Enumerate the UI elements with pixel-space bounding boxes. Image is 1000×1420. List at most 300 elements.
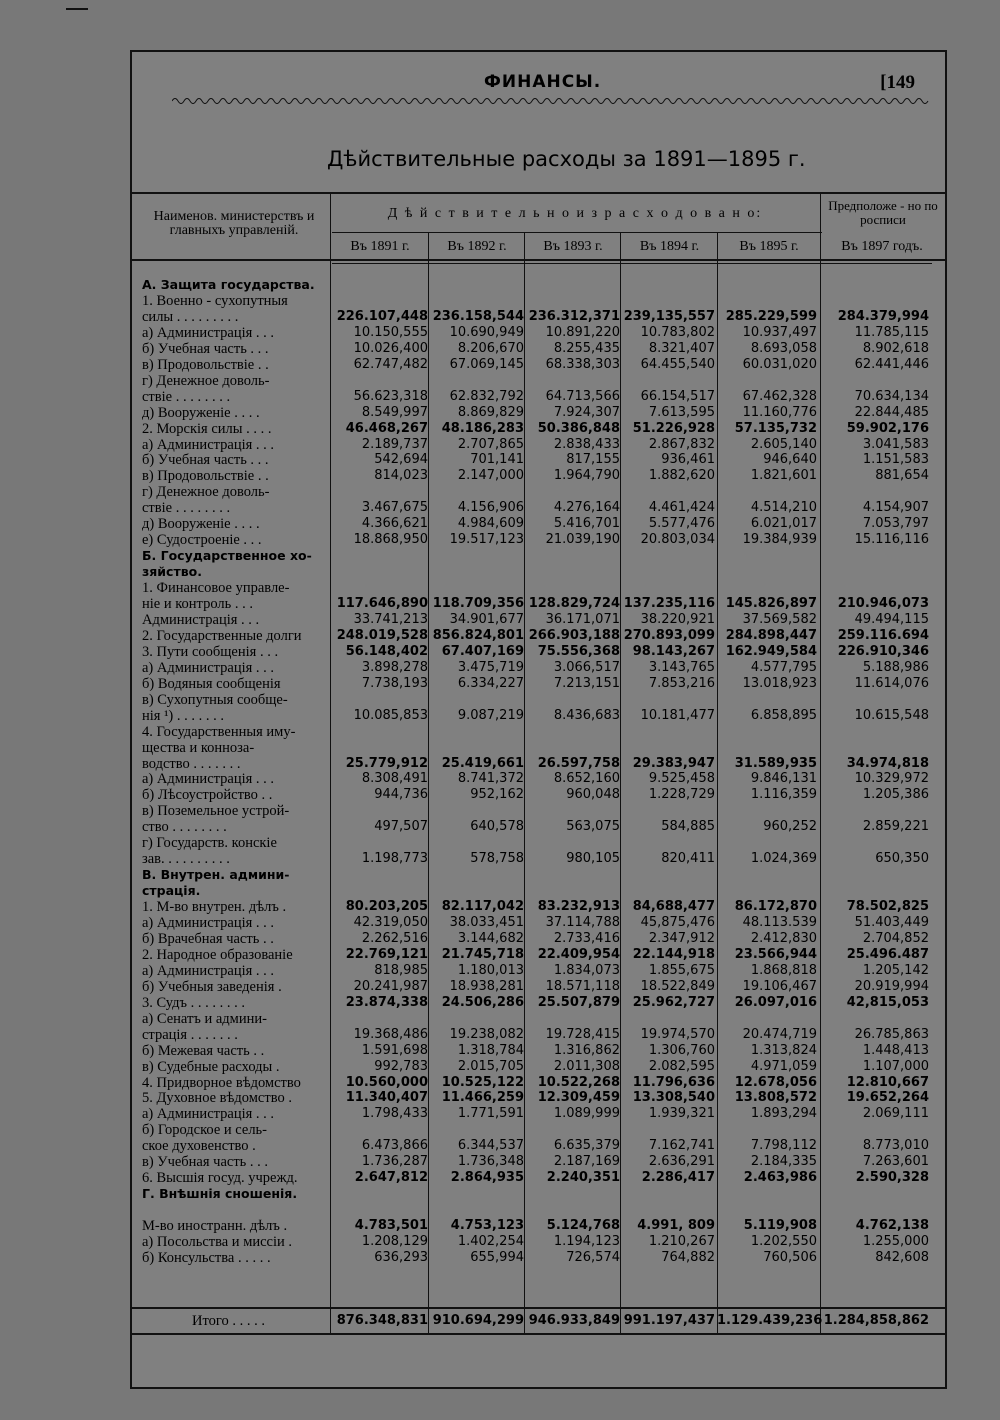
- value-cell: 8.436,683: [553, 707, 620, 723]
- value-cell: 2.605,140: [750, 436, 817, 452]
- value-cell: 1.024,369: [750, 851, 817, 867]
- value-cell: 8.549,997: [361, 404, 428, 420]
- value-cell: 1.771,591: [457, 1106, 524, 1122]
- value-cell: 497,507: [374, 819, 428, 835]
- total-cell: 876.348,831: [336, 1313, 428, 1328]
- value-cell: 8.255,435: [553, 340, 620, 356]
- value-cell: 236.312,371: [528, 308, 620, 324]
- value-cell: 2.707,865: [457, 436, 524, 452]
- value-cell: 128.829,724: [528, 596, 620, 611]
- value-cell: 19.517,123: [449, 532, 524, 548]
- row-label: 4. Государственныя иму-: [142, 723, 296, 740]
- value-cell: 19.652,264: [846, 1090, 929, 1106]
- row-label: ство . . . . . . . .: [142, 819, 227, 836]
- row-label: щества и коннoза-: [142, 739, 255, 756]
- row-label: 1. Финансовое управле-: [142, 580, 290, 597]
- value-cell: 25.419,661: [441, 755, 524, 771]
- value-cell: 4.276,164: [553, 500, 620, 516]
- value-cell: 62.441,446: [854, 356, 929, 372]
- value-cell: 26.785,863: [854, 1026, 929, 1042]
- row-label: б) Городское и сель-: [142, 1122, 267, 1139]
- value-cell: 67.407,169: [441, 643, 524, 659]
- table-row: [132, 484, 945, 500]
- value-cell: 1.180,013: [457, 962, 524, 978]
- value-cell: 5.416,701: [553, 516, 620, 532]
- value-cell: 10.085,853: [353, 707, 428, 723]
- value-cell: 10.560,000: [345, 1074, 428, 1090]
- value-cell: 22.769,121: [345, 946, 428, 962]
- value-cell: 1.210,267: [648, 1234, 715, 1249]
- row-label: 4. Придворное вѣдомство: [142, 1074, 301, 1091]
- value-cell: 239,135,557: [623, 308, 715, 324]
- value-cell: 51.226,928: [632, 420, 715, 436]
- value-cell: 11.614,076: [854, 675, 929, 691]
- value-cell: 8.321,407: [648, 340, 715, 356]
- value-cell: 726,574: [566, 1249, 620, 1265]
- value-cell: 8.652,160: [553, 771, 620, 787]
- value-cell: 2.864,935: [450, 1170, 524, 1186]
- total-cell: 946.933,849: [528, 1313, 620, 1328]
- value-cell: 8.902,618: [862, 340, 929, 356]
- value-cell: 3.143,765: [648, 659, 715, 675]
- value-cell: 650,350: [875, 851, 929, 867]
- value-cell: 7.263,601: [862, 1154, 929, 1170]
- value-cell: 210.946,073: [837, 596, 929, 611]
- row-label: 2. Народное образованіе: [142, 946, 293, 963]
- row-label: страція . . . . . . .: [142, 1026, 238, 1043]
- value-cell: 3.066,517: [553, 659, 620, 675]
- table-row: [132, 1011, 945, 1027]
- value-cell: 701,141: [470, 452, 524, 468]
- year-header-1892: Въ 1892 г.: [447, 239, 507, 254]
- value-cell: 75.556,368: [537, 643, 620, 659]
- value-cell: 5.188,986: [862, 659, 929, 675]
- value-cell: 6.635,379: [553, 1138, 620, 1154]
- total-row: [132, 1313, 945, 1329]
- value-cell: 2.347,912: [648, 930, 715, 946]
- value-cell: 11.785,115: [854, 324, 929, 340]
- value-cell: 6.858,895: [750, 707, 817, 723]
- value-cell: 818,985: [374, 962, 428, 978]
- row-label: б) Консульства . . . . .: [142, 1249, 271, 1266]
- value-cell: 881,654: [875, 468, 929, 484]
- value-cell: 1.205,142: [862, 962, 929, 978]
- value-cell: 236.158,544: [432, 308, 524, 324]
- value-cell: 960,252: [763, 819, 817, 835]
- table-row: [132, 819, 945, 835]
- value-cell: 7.924,307: [553, 404, 620, 420]
- row-label: ствіе . . . . . . . .: [142, 388, 231, 405]
- value-cell: 5.577,476: [648, 516, 715, 532]
- value-cell: 11.340,407: [345, 1090, 428, 1106]
- value-cell: 584,885: [661, 819, 715, 835]
- total-cell: 910.694,299: [432, 1313, 524, 1328]
- table-row: [132, 1106, 945, 1122]
- value-cell: 3.144,682: [457, 930, 524, 946]
- total-cell: 1.284,858,862: [823, 1313, 929, 1328]
- value-cell: 2.412,830: [750, 930, 817, 946]
- row-label: зяйство.: [142, 564, 202, 580]
- row-label: в) Учебная часть . . .: [142, 1154, 269, 1171]
- row-label: М-во иностранн. дѣлъ .: [142, 1218, 288, 1235]
- table-row: [132, 1202, 945, 1218]
- value-cell: 2.636,291: [648, 1154, 715, 1170]
- value-cell: 3.898,278: [361, 659, 428, 675]
- value-cell: 2.733,416: [553, 930, 620, 946]
- row-label: в) Продовольствіе . .: [142, 356, 269, 373]
- value-cell: 4.762,138: [855, 1218, 929, 1234]
- value-cell: 2.286,417: [641, 1170, 715, 1186]
- row-label: 2. Морскія силы . . . .: [142, 420, 272, 437]
- table-title: Дѣйствительные расходы за 1891—1895 г.: [327, 147, 806, 171]
- value-cell: 1.939,321: [648, 1106, 715, 1122]
- value-cell: 25.507,879: [537, 994, 620, 1010]
- value-cell: 15.116,116: [854, 532, 929, 548]
- row-label: 5. Духовное вѣдомство .: [142, 1090, 292, 1107]
- value-cell: 6.021,017: [750, 516, 817, 532]
- table-row: [132, 835, 945, 851]
- value-cell: 46.468,267: [345, 420, 428, 436]
- value-cell: 980,105: [566, 851, 620, 867]
- value-cell: 145.826,897: [725, 596, 817, 611]
- value-cell: 1.313,824: [750, 1042, 817, 1058]
- value-cell: 67.462,328: [742, 388, 817, 404]
- value-cell: 31.589,935: [734, 755, 817, 771]
- value-cell: 82.117,042: [441, 899, 524, 915]
- row-label: б) Учебная часть . . .: [142, 452, 269, 469]
- value-cell: 10.329,972: [854, 771, 929, 787]
- document-page: [130, 50, 947, 1389]
- value-cell: 284.379,994: [837, 308, 929, 324]
- row-label: а) Администрація . . .: [142, 436, 275, 453]
- table-row: [132, 1043, 945, 1059]
- table-row: [132, 421, 945, 437]
- value-cell: 3.467,675: [361, 500, 428, 516]
- row-label: А. Защита государства.: [142, 277, 315, 292]
- value-cell: 12.678,056: [734, 1074, 817, 1090]
- value-cell: 1.591,698: [361, 1042, 428, 1058]
- value-cell: 1.198,773: [361, 851, 428, 867]
- row-label: б) Межевая часть . .: [142, 1042, 265, 1059]
- value-cell: 13.308,540: [632, 1090, 715, 1106]
- value-cell: 578,758: [470, 851, 524, 867]
- table-row: [132, 1059, 945, 1075]
- total-label: Итого . . . . .: [192, 1313, 265, 1329]
- value-cell: 48.113.539: [742, 915, 817, 930]
- value-cell: 2.011,308: [553, 1058, 620, 1074]
- value-cell: 7.613,595: [648, 404, 715, 420]
- row-label: д) Вооруженіе . . . .: [142, 516, 260, 533]
- table-row: [132, 596, 945, 612]
- value-cell: 36.171,071: [545, 611, 620, 627]
- value-cell: 1.107,000: [862, 1058, 929, 1074]
- value-cell: 26.597,758: [537, 755, 620, 771]
- row-label: Администрація . . .: [142, 611, 260, 628]
- value-cell: 18.938,281: [449, 978, 524, 994]
- value-cell: 542,694: [374, 452, 428, 468]
- value-cell: 7.853,216: [648, 675, 715, 691]
- value-cell: 66.154,517: [640, 388, 715, 404]
- value-cell: 1.855,675: [648, 962, 715, 978]
- row-label: а) Администрація . . .: [142, 324, 275, 341]
- section-heading-row: [132, 883, 945, 899]
- value-cell: 20.919,994: [854, 978, 929, 994]
- table-row: [132, 373, 945, 389]
- value-cell: 11.160,776: [742, 404, 817, 420]
- row-label: 1. М-во внутрен. дѣлъ .: [142, 899, 287, 916]
- value-cell: 18.571,118: [545, 978, 620, 994]
- value-cell: 814,023: [374, 468, 428, 484]
- value-cell: 23.566,944: [734, 946, 817, 962]
- value-cell: 1.089,999: [553, 1106, 620, 1122]
- value-cell: 7.798,112: [750, 1138, 817, 1154]
- table-row: [132, 1090, 945, 1106]
- value-cell: 1.821,601: [750, 468, 817, 484]
- row-label: ствіе . . . . . . . .: [142, 500, 231, 517]
- value-cell: 2.859,221: [862, 819, 929, 835]
- value-cell: 4.514,210: [750, 500, 817, 516]
- row-label: нія ¹) . . . . . . .: [142, 707, 225, 724]
- value-cell: 13.018,923: [742, 675, 817, 691]
- value-cell: 1.208,129: [361, 1234, 428, 1249]
- value-cell: 270.893,099: [623, 627, 715, 643]
- value-cell: 19.106,467: [742, 978, 817, 994]
- value-cell: 4.783,501: [354, 1218, 428, 1234]
- section-heading-row: [132, 867, 945, 883]
- value-cell: 5.119,908: [743, 1218, 817, 1234]
- table-row: [132, 899, 945, 915]
- value-cell: 960,048: [566, 787, 620, 803]
- value-cell: 25.496.487: [846, 946, 929, 962]
- year-header-1894: Въ 1894 г.: [639, 239, 700, 254]
- value-cell: 1.228,729: [648, 787, 715, 803]
- row-label: г) Денежное доволь-: [142, 484, 270, 501]
- value-cell: 84,688,477: [632, 899, 715, 915]
- value-cell: 640,578: [470, 819, 524, 835]
- table-row: [132, 1122, 945, 1138]
- value-cell: 98.143,267: [632, 643, 715, 659]
- table-row: [132, 325, 945, 341]
- table-row: [132, 532, 945, 548]
- table-row: [132, 1154, 945, 1170]
- value-cell: 10.522,268: [537, 1074, 620, 1090]
- value-cell: 13.808,572: [734, 1090, 817, 1106]
- value-cell: 9.525,458: [648, 771, 715, 787]
- table-row: [132, 1170, 945, 1186]
- row-label: 2. Государственные долги: [142, 627, 302, 644]
- value-cell: 1.318,784: [457, 1042, 524, 1058]
- value-cell: 760,506: [763, 1249, 817, 1265]
- value-cell: 4.461,424: [648, 500, 715, 516]
- value-cell: 29.383,947: [632, 755, 715, 771]
- value-cell: 2.015,705: [457, 1058, 524, 1074]
- value-cell: 62.832,792: [449, 388, 524, 404]
- value-cell: 11.796,636: [632, 1074, 715, 1090]
- row-label: б) Водяныя сообщенія: [142, 675, 281, 692]
- value-cell: 12.810,667: [846, 1074, 929, 1090]
- value-cell: 21.039,190: [545, 532, 620, 548]
- table-row: [132, 692, 945, 708]
- table-row: [132, 724, 945, 740]
- row-label: ское духовенство .: [142, 1138, 256, 1155]
- value-cell: 2.867,832: [648, 436, 715, 452]
- row-label: страція.: [142, 883, 201, 899]
- section-heading-row: [132, 277, 945, 293]
- wavy-rule: [172, 96, 932, 106]
- value-cell: 6.344,537: [457, 1138, 524, 1154]
- row-label: В. Внутрен. админи-: [142, 867, 290, 883]
- value-cell: 1.893,294: [750, 1106, 817, 1122]
- value-cell: 12.309,459: [537, 1090, 620, 1106]
- table-row: [132, 405, 945, 421]
- value-cell: 68.338,303: [545, 356, 620, 372]
- value-cell: 25.779,912: [345, 755, 428, 771]
- row-label: г) Государств. конскіе: [142, 835, 277, 852]
- value-cell: 4.154,907: [862, 500, 929, 516]
- value-cell: 162.949,584: [725, 643, 817, 659]
- value-cell: 48.186,283: [441, 420, 524, 436]
- value-cell: 9.846,131: [750, 771, 817, 787]
- value-cell: 5.124,768: [546, 1218, 620, 1234]
- table-row: [132, 915, 945, 931]
- value-cell: 9.087,219: [457, 707, 524, 723]
- row-label: а) Администрація . . .: [142, 771, 275, 788]
- value-cell: 7.213,151: [553, 675, 620, 691]
- value-cell: 2.187,169: [553, 1154, 620, 1170]
- value-cell: 764,882: [661, 1249, 715, 1265]
- value-cell: 64.713,566: [545, 388, 620, 404]
- value-cell: 1.736,348: [457, 1154, 524, 1170]
- table-row: [132, 1138, 945, 1154]
- value-cell: 78.502,825: [846, 899, 929, 915]
- table-row: [132, 931, 945, 947]
- row-label: в) Судебные расходы .: [142, 1058, 280, 1075]
- table-row: [132, 357, 945, 373]
- value-cell: 10.937,497: [742, 324, 817, 340]
- value-cell: 2.704,852: [862, 930, 929, 946]
- table-row: [132, 1075, 945, 1091]
- row-label: е) Судостроеніе . . .: [142, 532, 262, 549]
- planned-header: Предположе - но по росписи: [828, 198, 938, 227]
- value-cell: 8.693,058: [750, 340, 817, 356]
- value-cell: 64.455,540: [640, 356, 715, 372]
- value-cell: 820,411: [661, 851, 715, 867]
- value-cell: 38.220,921: [640, 611, 715, 627]
- value-cell: 57.135,732: [734, 420, 817, 436]
- value-cell: 10.150,555: [353, 324, 428, 340]
- value-cell: 4.991, 809: [637, 1218, 715, 1234]
- total-top-rule: [132, 1307, 945, 1309]
- section-heading-row: [132, 564, 945, 580]
- value-cell: 4.156,906: [457, 500, 524, 516]
- value-cell: 4.971,059: [750, 1058, 817, 1074]
- value-cell: 23.874,338: [345, 994, 428, 1010]
- header-bottom-rule-2: [332, 263, 932, 264]
- value-cell: 1.255,000: [862, 1234, 929, 1249]
- value-cell: 266.903,188: [528, 627, 620, 643]
- value-cell: 563,075: [566, 819, 620, 835]
- value-cell: 2.147,000: [457, 468, 524, 484]
- value-cell: 24.506,286: [441, 994, 524, 1010]
- total-cell: 1.129.439,236: [717, 1313, 823, 1328]
- value-cell: 226.107,448: [336, 308, 428, 324]
- value-cell: 80.203,205: [345, 899, 428, 915]
- value-cell: 2.240,351: [546, 1170, 620, 1186]
- value-cell: 22.409,954: [537, 946, 620, 962]
- table-row: [132, 979, 945, 995]
- year-header-1895: Въ 1895 г.: [739, 239, 799, 254]
- value-cell: 19.368,486: [353, 1026, 428, 1042]
- value-cell: 21.745,718: [441, 946, 524, 962]
- table-row: [132, 803, 945, 819]
- value-cell: 22.844,485: [854, 404, 929, 420]
- value-cell: 1.202,550: [750, 1234, 817, 1249]
- value-cell: 936,461: [661, 452, 715, 468]
- spent-header: Д ѣ й с т в и т е л ь н о и з р а с х о д о в а н о:: [387, 206, 763, 221]
- table-row: [132, 612, 945, 628]
- row-label: б) Врачебная часть . .: [142, 930, 274, 947]
- value-cell: 18.522,849: [640, 978, 715, 994]
- section-heading-row: [132, 1186, 945, 1202]
- value-cell: 10.615,548: [854, 707, 929, 723]
- row-label: Б. Государственное хо-: [142, 548, 312, 564]
- row-label: 3. Судъ . . . . . . . .: [142, 994, 246, 1011]
- value-cell: 2.069,111: [862, 1106, 929, 1122]
- value-cell: 60.031,020: [742, 356, 817, 372]
- table-row: [132, 293, 945, 309]
- value-cell: 83.232,913: [537, 899, 620, 915]
- value-cell: 10.026,400: [353, 340, 428, 356]
- value-cell: 655,994: [470, 1249, 524, 1265]
- header-mid-rule: [332, 232, 822, 233]
- row-label: г) Денежное доволь-: [142, 372, 270, 389]
- value-cell: 67.069,145: [449, 356, 524, 372]
- value-cell: 1.316,862: [553, 1042, 620, 1058]
- table-row: [132, 660, 945, 676]
- table-row: [132, 708, 945, 724]
- table-row: [132, 740, 945, 756]
- value-cell: 8.741,372: [457, 771, 524, 787]
- table-row: [132, 452, 945, 468]
- value-cell: 1.306,760: [648, 1042, 715, 1058]
- value-cell: 38.033,451: [449, 915, 524, 930]
- row-label: д) Вооруженіе . . . .: [142, 404, 260, 421]
- row-label: а) Администрація . . .: [142, 962, 275, 979]
- row-label: ніе и контроль . . .: [142, 596, 253, 612]
- table-row: [132, 676, 945, 692]
- row-label: в) Поземельное устрой-: [142, 803, 290, 820]
- table-row: [132, 1250, 945, 1266]
- value-cell: 56.148,402: [345, 643, 428, 659]
- name-column-header: Наименов. министерствъ и главныхъ управленій.: [153, 209, 315, 238]
- value-cell: 8.308,491: [361, 771, 428, 787]
- value-cell: 6.334,227: [457, 675, 524, 691]
- value-cell: 226.910,346: [837, 643, 929, 659]
- value-cell: 20.474,719: [742, 1026, 817, 1042]
- value-cell: 20.803,034: [640, 532, 715, 548]
- row-label: а) Сенатъ и админи-: [142, 1010, 267, 1027]
- value-cell: 842,608: [875, 1249, 929, 1265]
- section-heading-row: [132, 548, 945, 564]
- total-bottom-rule: [132, 1333, 945, 1335]
- table-row: [132, 437, 945, 453]
- row-label: в) Сухопутныя сообще-: [142, 691, 288, 708]
- year-header-1891: Въ 1891 г.: [350, 239, 410, 254]
- value-cell: 2.838,433: [553, 436, 620, 452]
- value-cell: 26.097,016: [734, 994, 817, 1010]
- page-number: [149: [880, 72, 915, 93]
- table-row: [132, 851, 945, 867]
